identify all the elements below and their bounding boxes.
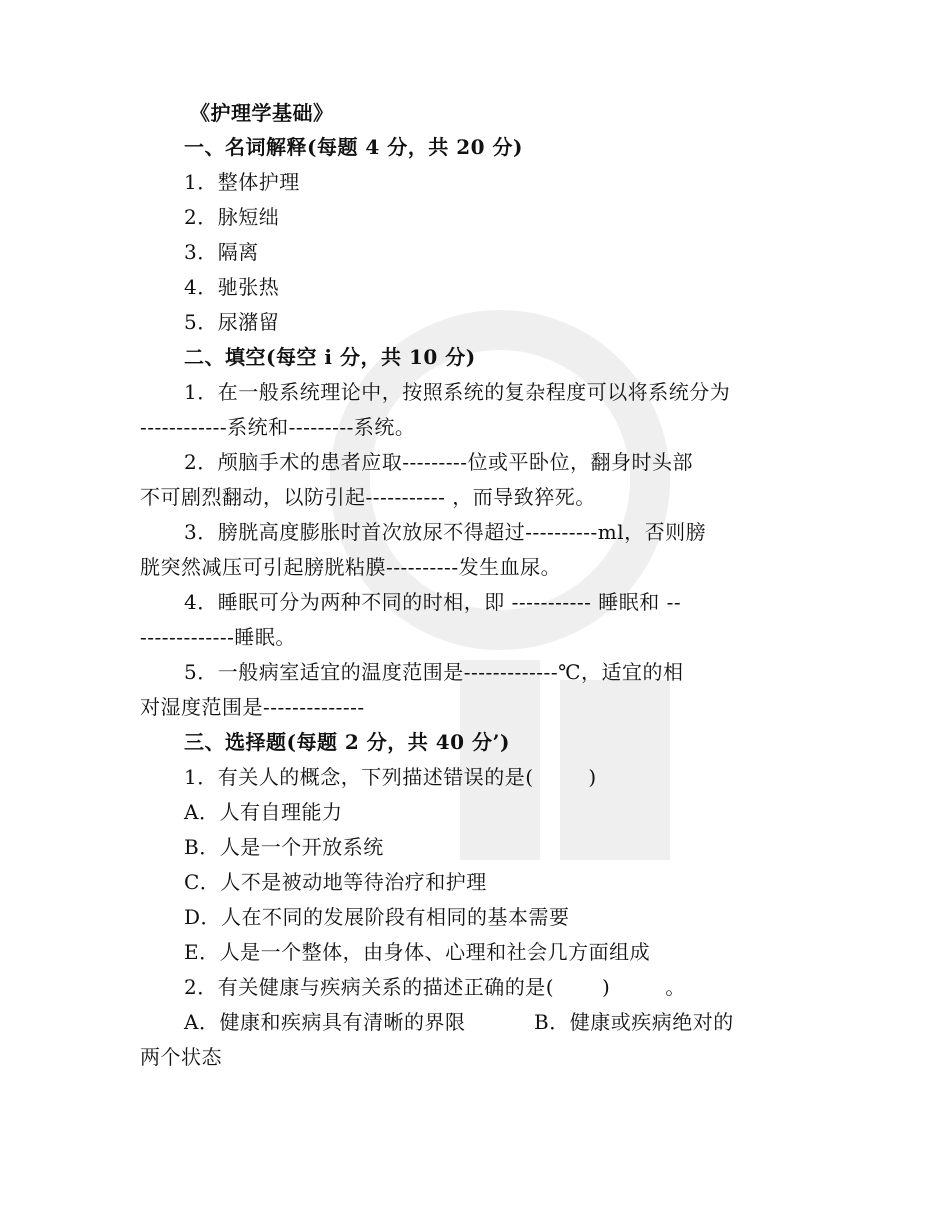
fill-blank-line: 胱突然减压可引起膀胱粘膜----------发生血尿。 (140, 555, 562, 579)
fill-blank-line: 4．睡眠可分为两种不同的时相，即 ----------- 睡眠和 -- (184, 590, 682, 614)
option-line: A．健康和疾病具有清晰的界限 B．健康或疾病绝对的 (184, 1010, 734, 1034)
option-line: D．人在不同的发展阶段有相同的基本需要 (184, 905, 570, 929)
question-line: 1．有关人的概念，下列描述错误的是( ) (184, 765, 597, 789)
term-item: 5．尿潴留 (184, 310, 280, 334)
fill-blank-line: 对湿度范围是-------------- (140, 695, 365, 719)
fill-blank-line: -------------睡眠。 (140, 625, 296, 649)
option-line: C．人不是被动地等待治疗和护理 (184, 870, 487, 894)
section-3-heading: 三、选择题(每题 2 分，共 40 分’) (184, 730, 510, 754)
section-1-heading: 一、名词解释(每题 4 分，共 20 分) (184, 135, 524, 159)
term-item: 1．整体护理 (184, 170, 300, 194)
term-item: 4．驰张热 (184, 275, 280, 299)
fill-blank-line: 2．颅脑手术的患者应取---------位或平卧位，翻身时头部 (184, 450, 694, 474)
term-item: 3．隔离 (184, 240, 259, 264)
doc-title: 《护理学基础》 (190, 101, 334, 125)
question-line: 2．有关健康与疾病关系的描述正确的是( ) 。 (184, 975, 686, 999)
fill-blank-line: ------------系统和---------系统。 (140, 415, 416, 439)
option-line: 两个状态 (140, 1045, 222, 1069)
fill-blank-line: 不可剧烈翻动，以防引起----------- ，而导致猝死。 (140, 485, 596, 509)
fill-blank-line: 3．膀胱高度膨胀时首次放尿不得超过----------ml，否则膀 (184, 520, 707, 544)
term-item: 2．脉短绌 (184, 205, 280, 229)
option-line: B．人是一个开放系统 (184, 835, 384, 859)
fill-blank-line: 5．一般病室适宜的温度范围是-------------℃，适宜的相 (184, 660, 684, 684)
option-line: E．人是一个整体，由身体、心理和社会几方面组成 (184, 940, 651, 964)
section-2-heading: 二、填空(每空 i 分，共 10 分) (184, 345, 476, 369)
option-line: A．人有自理能力 (184, 800, 343, 824)
fill-blank-line: 1．在一般系统理论中，按照系统的复杂程度可以将系统分为 (184, 380, 731, 404)
